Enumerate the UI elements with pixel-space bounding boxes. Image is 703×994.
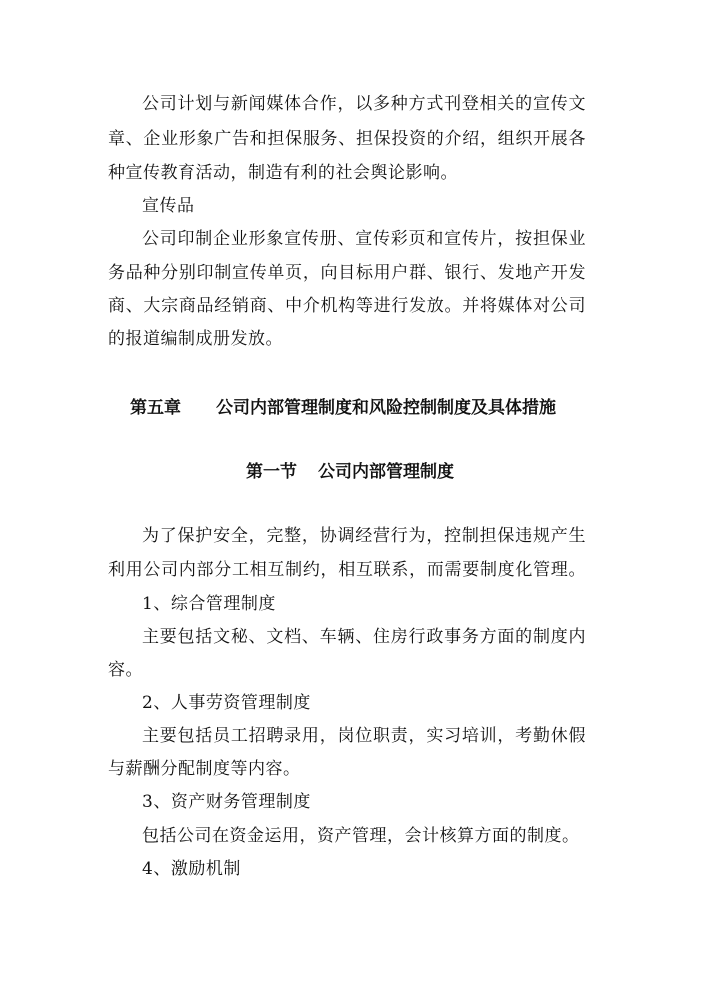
list-item-title: 1、综合管理制度 xyxy=(142,594,276,614)
list-item-title: 2、人事劳资管理制度 xyxy=(142,693,311,713)
paragraph-line: 商、大宗商品经销商、中介机构等进行发放。并将媒体对公司 xyxy=(108,296,586,316)
section-title: 公司内部管理制度 xyxy=(318,462,454,482)
paragraph-line: 的报道编制成册发放。 xyxy=(108,329,283,349)
paragraph-line: 为了保护安全，完整，协调经营行为，控制担保违规产生 xyxy=(142,526,586,546)
paragraph-line: 利用公司内部分工相互制约，相互联系，而需要制度化管理。 xyxy=(108,560,586,580)
chapter-number: 第五章 xyxy=(130,398,181,418)
paragraph-line: 主要包括员工招聘录用，岗位职责，实习培训，考勤休假 xyxy=(142,726,586,746)
paragraph-line: 种宣传教育活动，制造有利的社会舆论影响。 xyxy=(108,163,458,183)
paragraph-line: 公司印制企业形象宣传册、宣传彩页和宣传片，按担保业 xyxy=(142,229,586,249)
chapter-title: 公司内部管理制度和风险控制制度及具体措施 xyxy=(216,398,556,418)
list-item-title: 3、资产财务管理制度 xyxy=(142,792,311,812)
paragraph-line: 主要包括文秘、文档、车辆、住房行政事务方面的制度内 xyxy=(142,627,586,647)
paragraph-line: 章、企业形象广告和担保服务、担保投资的介绍，组织开展各 xyxy=(108,129,586,149)
paragraph-line: 公司计划与新闻媒体合作，以多种方式刊登相关的宣传文 xyxy=(142,94,586,114)
paragraph-line: 容。 xyxy=(108,660,143,680)
subheading-promotional-materials: 宣传品 xyxy=(142,196,195,216)
paragraph-line: 与薪酬分配制度等内容。 xyxy=(108,759,301,779)
section-number: 第一节 xyxy=(246,462,297,482)
paragraph-line: 包括公司在资金运用，资产管理，会计核算方面的制度。 xyxy=(142,826,580,846)
paragraph-line: 务品种分别印制宣传单页，向目标用户群、银行、发地产开发 xyxy=(108,263,586,283)
list-item-title: 4、激励机制 xyxy=(142,859,241,879)
